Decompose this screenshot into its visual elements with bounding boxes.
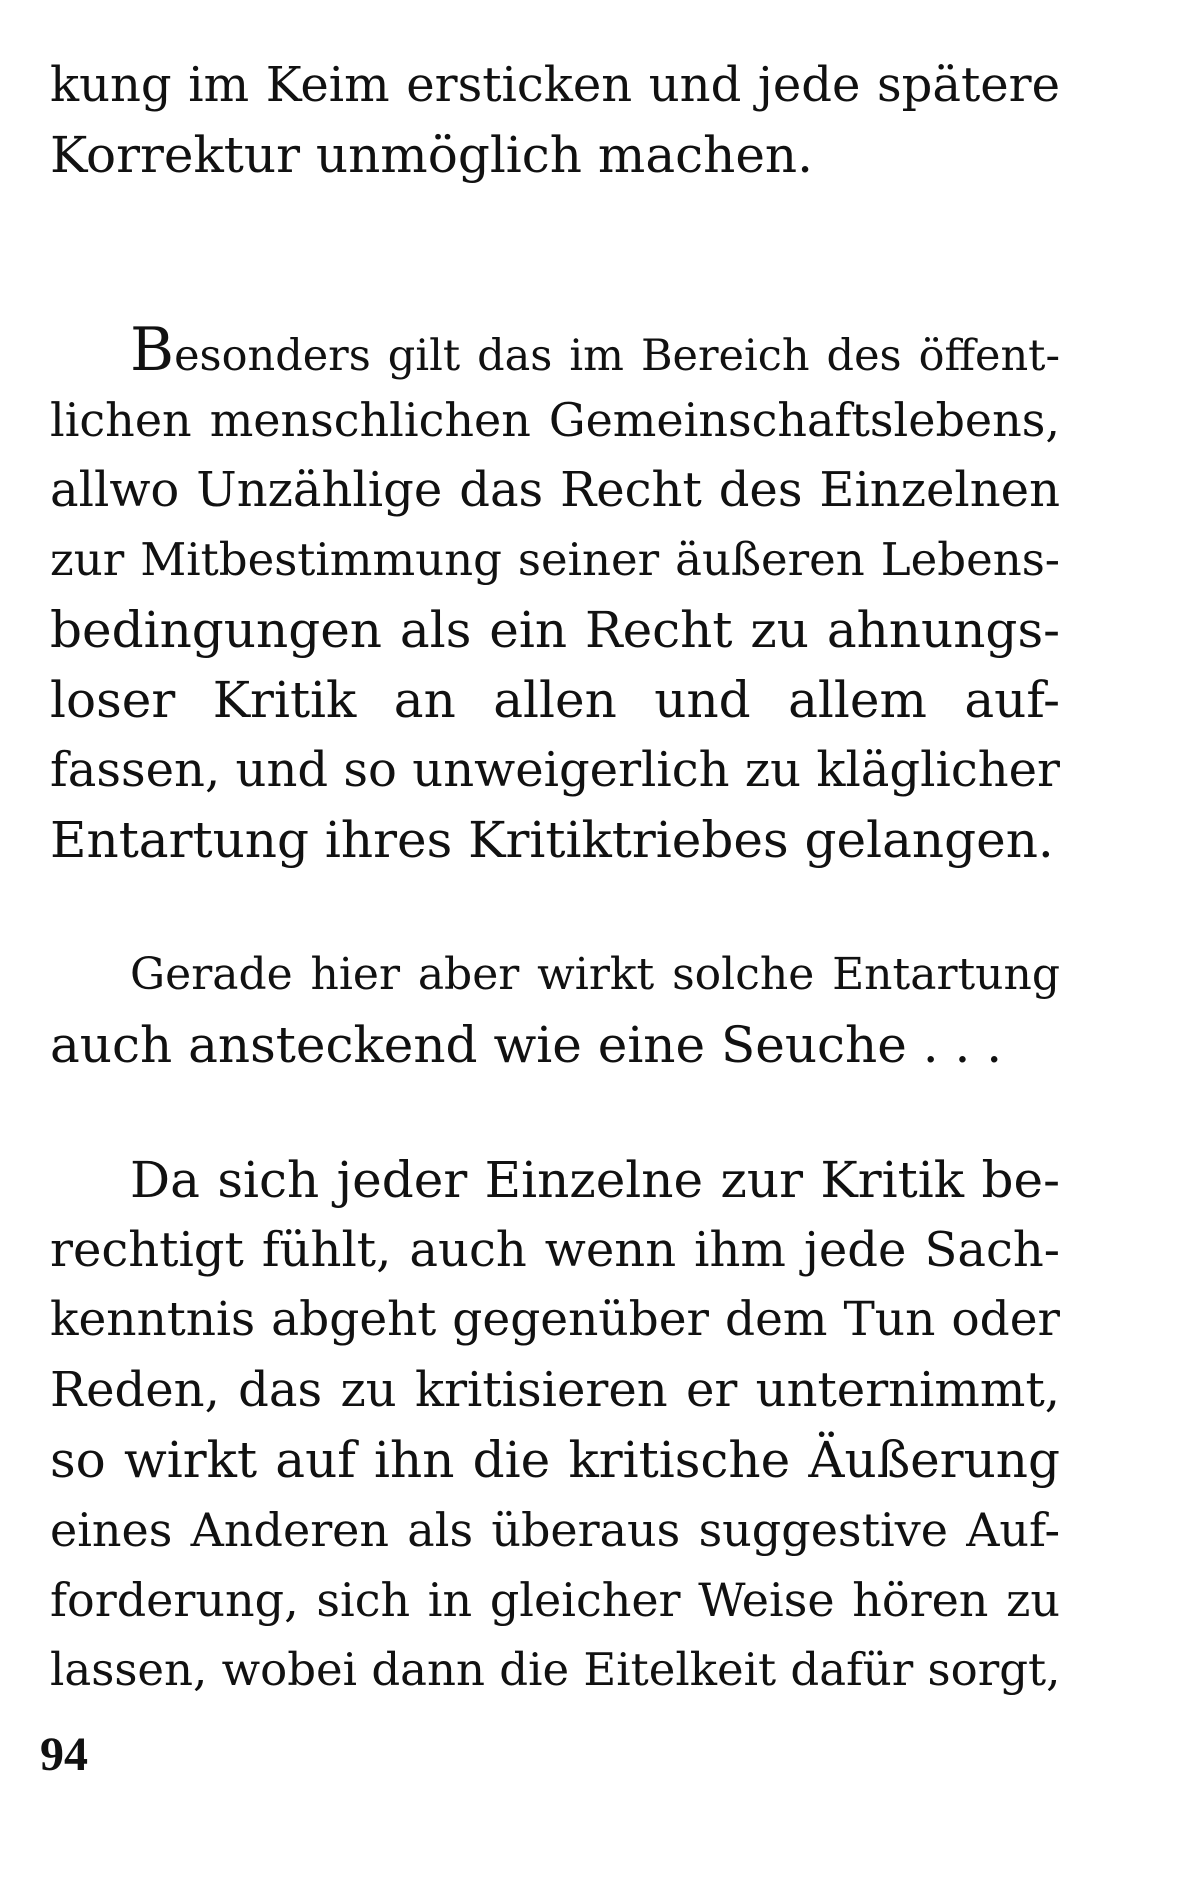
text-line: Reden, das zu kritisieren er unternimmt, <box>50 1362 1060 1418</box>
text-line: loser Kritik an allen und allem auf- <box>50 671 1060 729</box>
text-line: lichen menschlichen Gemeinschaftslebens, <box>50 393 1060 447</box>
text-line: auch ansteckend wie eine Seuche . . . <box>50 1016 1003 1074</box>
text-line: Entartung ihres Kritiktriebes gelangen. <box>50 811 1054 869</box>
text-line: lassen, wobei dann die Eitelkeit dafür sorgt, <box>50 1643 1061 1696</box>
text-line: allwo Unzählige das Recht des Einzelnen <box>50 462 1060 518</box>
text-line: eines Anderen als überaus suggestive Auf- <box>50 1503 1060 1557</box>
drop-cap: B <box>130 315 175 385</box>
text-line: bedingungen als ein Recht zu ahnungs- <box>50 601 1060 659</box>
text-line: zur Mitbestimmung seiner äußeren Lebens- <box>50 533 1060 586</box>
text-line: Korrektur unmöglich machen. <box>50 126 814 184</box>
text-line: rechtigt fühlt, auch wenn ihm jede Sach- <box>50 1222 1060 1278</box>
text-line: so wirkt auf ihn die kritische Äußerung <box>50 1431 1060 1489</box>
text-line: fassen, und so unweigerlich zu kläglicher <box>50 742 1060 798</box>
text-line-content: esonders gilt das im Bereich des öffent- <box>174 331 1060 381</box>
text-line: forderung, sich in gleicher Weise hören zu <box>50 1573 1060 1627</box>
text-line: Da sich jeder Einzelne zur Kritik be- <box>130 1151 1060 1209</box>
text-line: kung im Keim ersticken und jede spätere <box>50 57 1060 113</box>
text-line <box>130 315 1060 385</box>
page-number: 94 <box>40 1728 88 1781</box>
text-line: kenntnis abgeht gegenüber dem Tun oder <box>50 1292 1060 1347</box>
text-line: Gerade hier aber wirkt solche Entartung <box>130 949 1060 1000</box>
